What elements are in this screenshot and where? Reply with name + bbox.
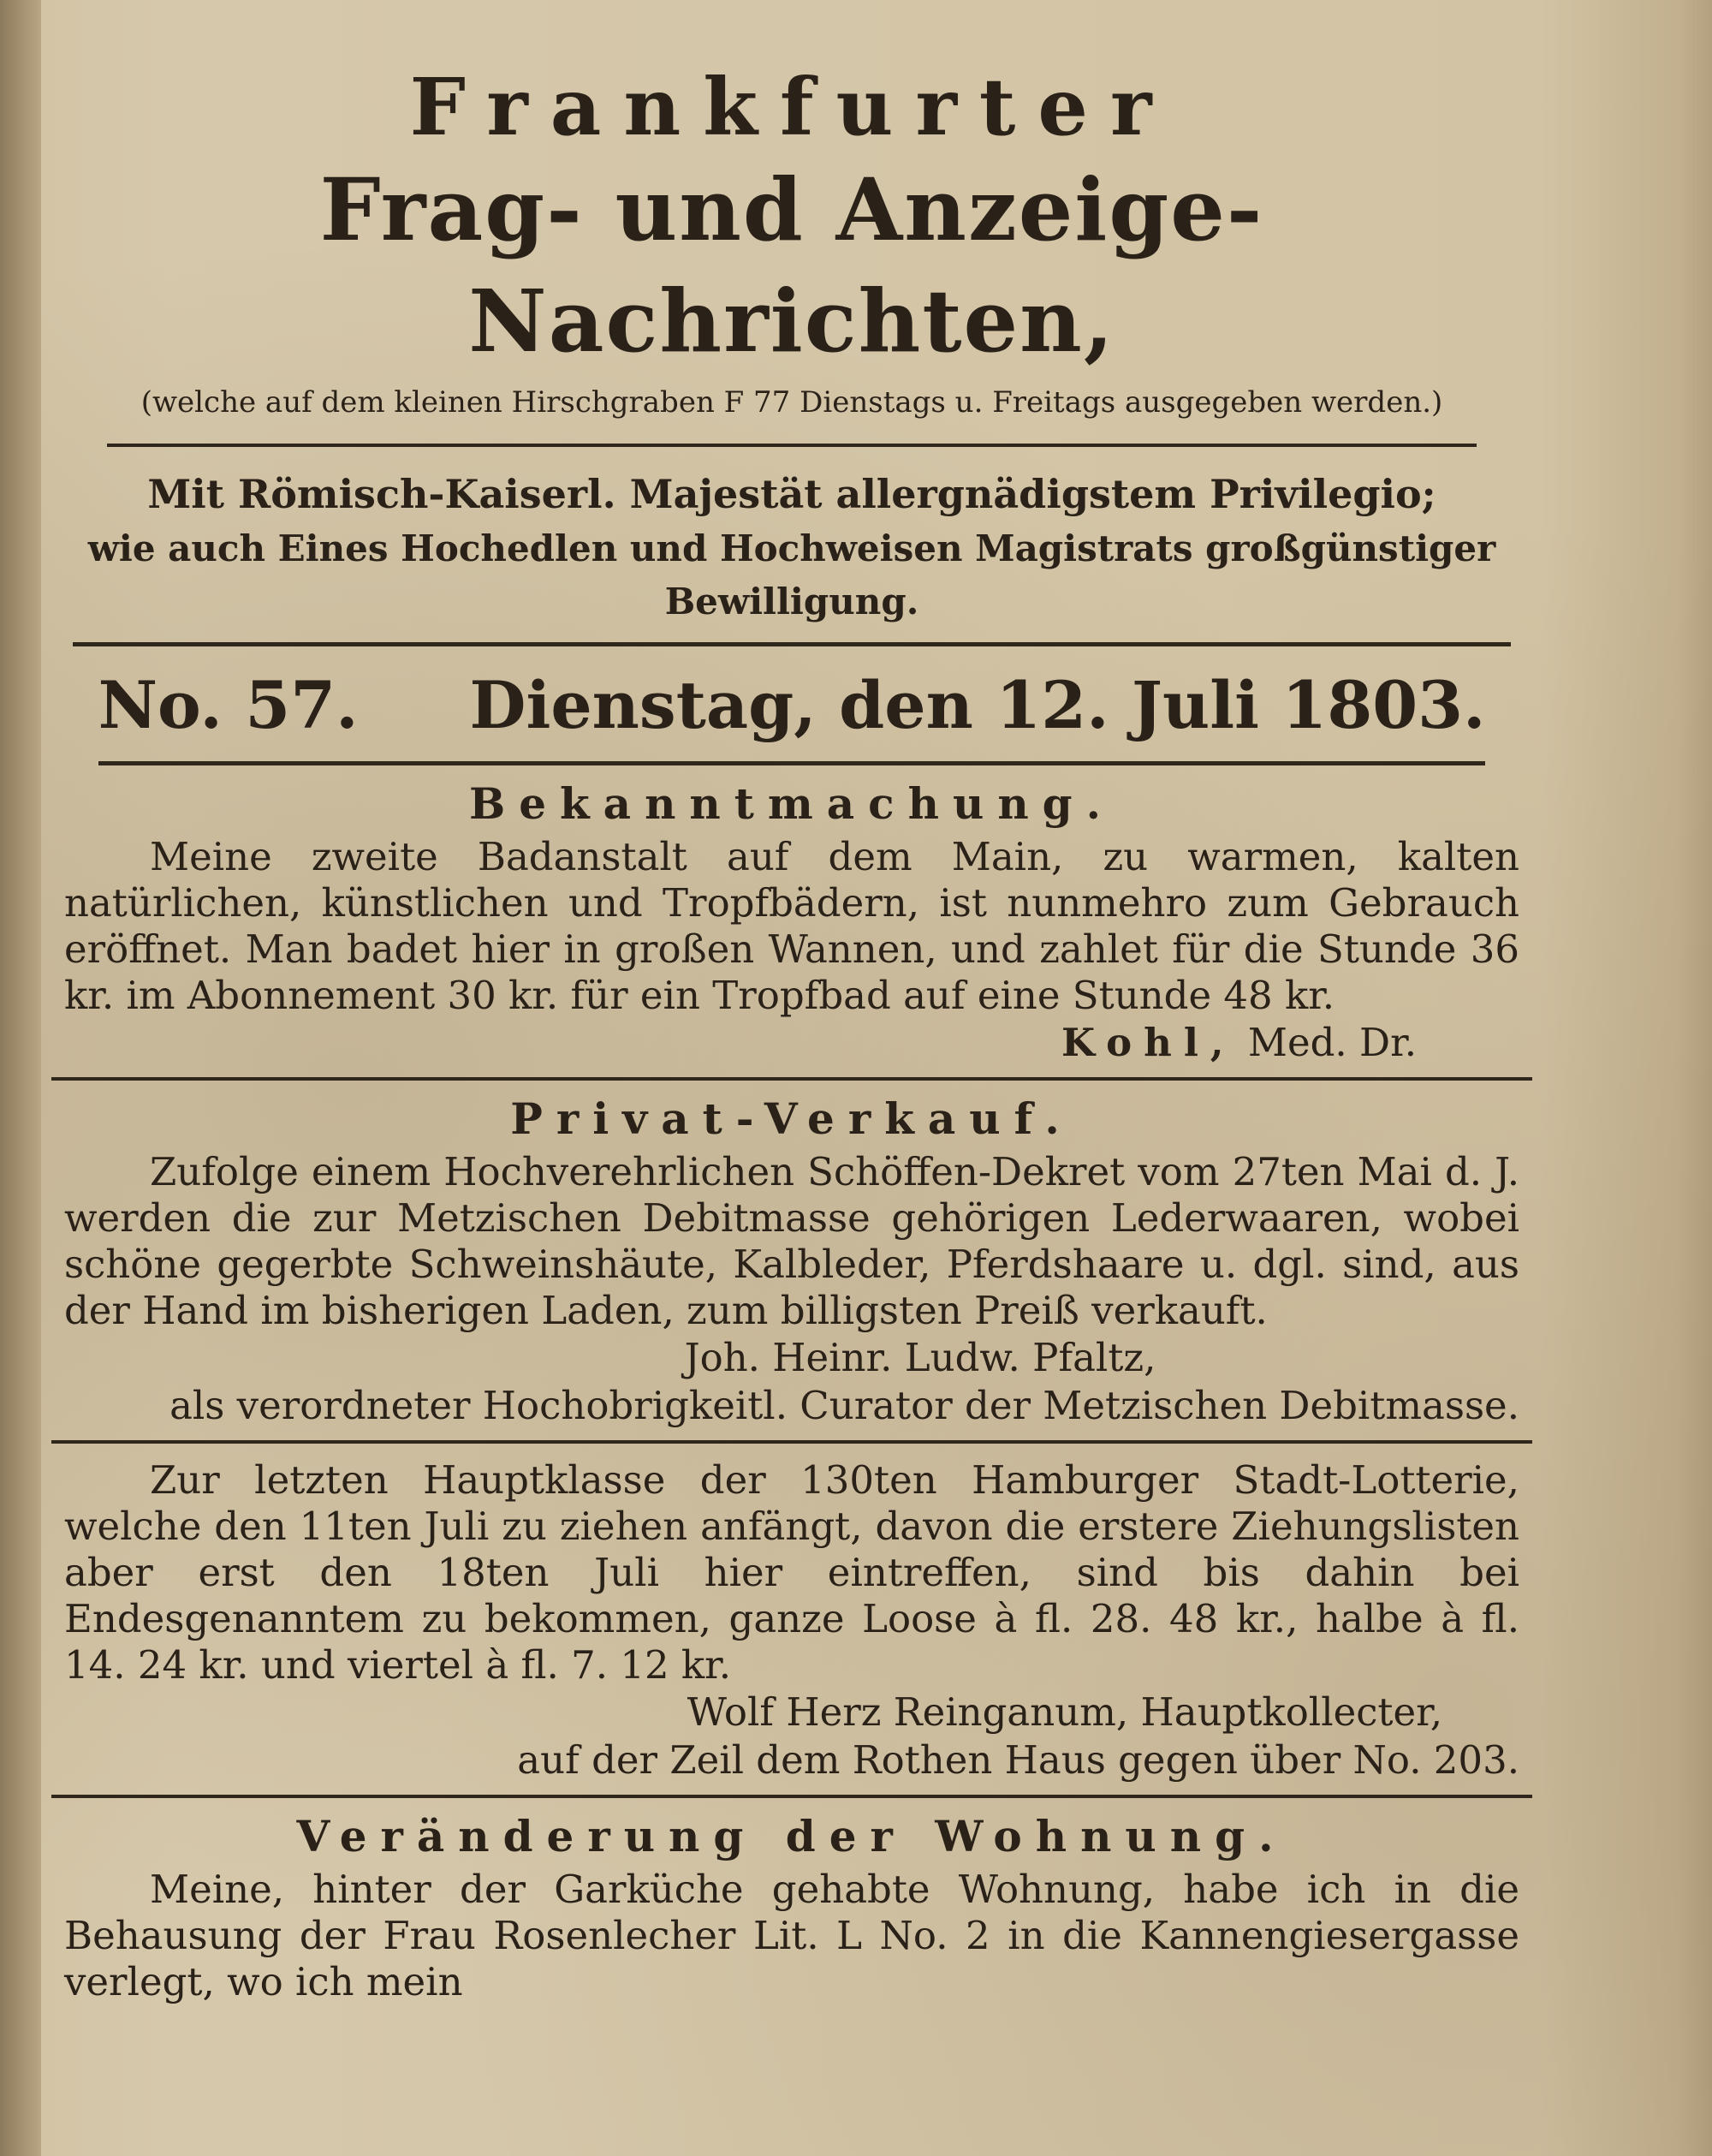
notice-body-text: Zur letzten Hauptklasse der 130ten Hamburger Stadt-Lotterie, welche den 11ten Juli zu ziehen anfängt, davon die erstere Ziehungslisten aber erst den 18ten Juli hier eintreffen, sind bis dahin bei Endesgenanntem zu bekommen, ganze Loose à fl. 28. 48 kr., halbe à fl. 14. 24 kr. und viertel à fl. 7. 12 kr.	[64, 1457, 1519, 1688]
notice-signature-line2: auf der Zeil dem Rothen Haus gegen über No. 203.	[517, 1737, 1519, 1783]
double-rule	[98, 761, 1485, 765]
rule	[51, 1077, 1532, 1081]
masthead-subtitle: (welche auf dem kleinen Hirschgraben F 77 Dienstags u. Freitags ausgegeben werden.)	[140, 385, 1443, 420]
notice-body	[64, 834, 1519, 1019]
rule	[51, 1795, 1532, 1798]
notice-body	[64, 1457, 1519, 1688]
notice-bekanntmachung	[47, 774, 1537, 1067]
notice-body	[64, 1867, 1519, 2005]
notice-body-text: Meine zweite Badanstalt auf dem Main, zu warmen, kalten natürlichen, künstlichen und Tropfbädern, ist nunmehro zum Gebrauch eröffnet. Man badet hier in großen Wannen, und zahlet für die Stunde 36 kr. im Abonnement 30 kr. für ein Tropfbad auf eine Stunde 48 kr.	[64, 834, 1519, 1018]
masthead	[47, 60, 1537, 421]
rule	[107, 444, 1477, 447]
notice-body-text: Zufolge einem Hochverehrlichen Schöffen-Dekret vom 27ten Mai d. J. werden die zur Metzischen Debitmasse gehörigen Lederwaaren, wobei schöne gegerbte Schweinshäute, Kalbleder, Pferdshaare u. dgl. sind, aus der Hand im bisherigen Laden, zum billigsten Preiß verkauft.	[64, 1149, 1519, 1333]
notice-privat-verkauf	[47, 1089, 1537, 1430]
notice-heading: Privat-Verkauf.	[510, 1093, 1073, 1144]
signature-name: Kohl,	[1061, 1020, 1236, 1065]
notice-heading: Bekanntmachung.	[468, 778, 1115, 829]
notice-signature	[64, 1019, 1519, 1067]
page-content	[47, 60, 1537, 2005]
notice-lotterie	[47, 1444, 1537, 1784]
masthead-title-line1: Frankfurter	[409, 61, 1174, 153]
notice-body-text: Meine, hinter der Garküche gehabte Wohnung, habe ich in die Behausung der Frau Rosenlecher Lit. L No. 2 in die Kannengiesergasse verlegt, wo ich mein	[64, 1867, 1519, 2004]
dateline	[47, 658, 1537, 753]
notice-body	[64, 1149, 1519, 1334]
notice-heading: Veränderung der Wohnung.	[296, 1811, 1287, 1861]
privilege-line2: wie auch Eines Hochedlen und Hochweisen Magistrats großgünstiger Bewilligung.	[87, 527, 1496, 622]
issue-date: Dienstag, den 12. Juli 1803.	[469, 667, 1486, 743]
binding-gutter	[0, 0, 41, 2156]
notice-signature-line2: als verordneter Hochobrigkeitl. Curator der Metzischen Debitmasse.	[169, 1383, 1519, 1428]
double-rule	[73, 642, 1511, 646]
issue-number: No. 57.	[98, 667, 359, 743]
privilege-block	[47, 466, 1537, 628]
privilege-line1: Mit Römisch-Kaiserl. Majestät allergnädigstem Privilegio;	[147, 471, 1436, 517]
notice-signature-line1: Joh. Heinr. Ludw. Pfaltz,	[684, 1335, 1156, 1380]
signature-title: Med. Dr.	[1247, 1020, 1417, 1065]
masthead-title-line2: Frag- und Anzeige-Nachrichten,	[319, 159, 1264, 372]
notice-signature-line1: Wolf Herz Reinganum, Hauptkollecter,	[687, 1689, 1442, 1735]
notice-wohnung	[47, 1807, 1537, 2005]
